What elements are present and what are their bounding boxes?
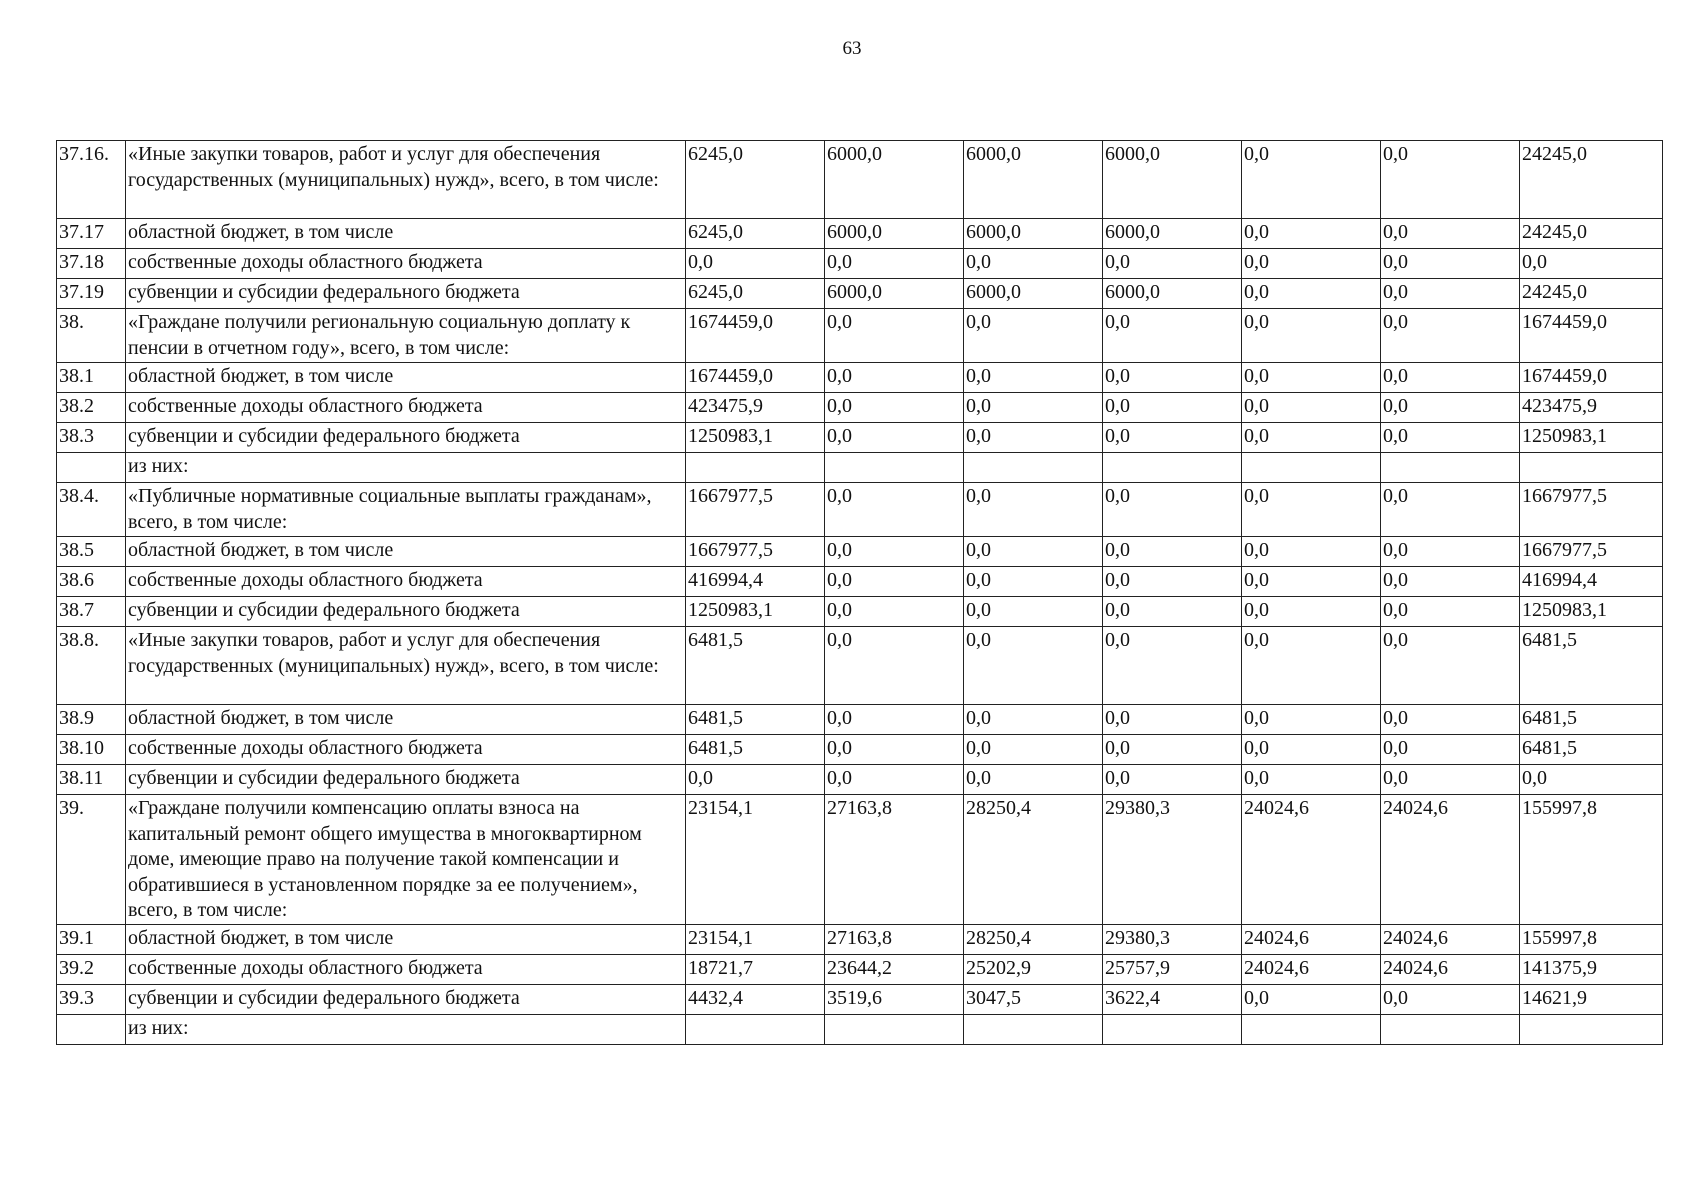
value-cell: 0,0 <box>1381 141 1520 219</box>
value-cell: 24024,6 <box>1381 795 1520 925</box>
row-number-cell: 38.9 <box>57 705 126 735</box>
value-cell: 6000,0 <box>1103 141 1242 219</box>
value-cell: 0,0 <box>1242 483 1381 537</box>
total-value-cell: 416994,4 <box>1520 567 1663 597</box>
row-number-cell: 38.5 <box>57 537 126 567</box>
value-cell: 24024,6 <box>1242 795 1381 925</box>
value-cell: 0,0 <box>1242 705 1381 735</box>
value-cell: 28250,4 <box>964 924 1103 954</box>
value-cell: 25202,9 <box>964 954 1103 984</box>
row-name-cell: областной бюджет, в том числе <box>126 924 686 954</box>
value-cell: 1674459,0 <box>686 363 825 393</box>
row-number-cell: 38.7 <box>57 597 126 627</box>
row-number-cell: 38.10 <box>57 735 126 765</box>
row-number-cell: 39.3 <box>57 984 126 1014</box>
value-cell: 0,0 <box>825 363 964 393</box>
value-cell: 0,0 <box>964 393 1103 423</box>
value-cell: 6000,0 <box>825 219 964 249</box>
value-cell: 6245,0 <box>686 279 825 309</box>
value-cell: 0,0 <box>1381 219 1520 249</box>
row-name-cell: «Граждане получили компенсацию оплаты взноса на капитальный ремонт общего имущества в многоквартирном доме, имеющие право на получение такой компенсации и обратившиеся в установленном порядке за ее получением», всего, в том числе: <box>126 795 686 925</box>
value-cell: 23644,2 <box>825 954 964 984</box>
value-cell: 0,0 <box>1103 309 1242 363</box>
value-cell: 423475,9 <box>686 393 825 423</box>
value-cell: 0,0 <box>964 537 1103 567</box>
value-cell: 24024,6 <box>1242 924 1381 954</box>
value-cell: 6000,0 <box>964 279 1103 309</box>
value-cell: 18721,7 <box>686 954 825 984</box>
value-cell: 0,0 <box>1381 597 1520 627</box>
value-cell: 0,0 <box>1103 537 1242 567</box>
value-cell: 0,0 <box>825 627 964 705</box>
value-cell: 0,0 <box>1242 537 1381 567</box>
value-cell: 6000,0 <box>964 219 1103 249</box>
row-name-cell: «Граждане получили региональную социальную доплату к пенсии в отчетном году», всего, в том числе: <box>126 309 686 363</box>
total-value-cell: 1667977,5 <box>1520 483 1663 537</box>
value-cell: 0,0 <box>1242 627 1381 705</box>
table-body <box>57 141 1663 1045</box>
table-row <box>57 597 1663 627</box>
value-cell: 0,0 <box>1381 423 1520 453</box>
row-number-cell: 38.11 <box>57 765 126 795</box>
value-cell: 0,0 <box>964 735 1103 765</box>
value-cell: 0,0 <box>1242 765 1381 795</box>
value-cell: 27163,8 <box>825 795 964 925</box>
table-row <box>57 954 1663 984</box>
value-cell: 0,0 <box>825 705 964 735</box>
row-name-cell: собственные доходы областного бюджета <box>126 393 686 423</box>
row-name-cell: собственные доходы областного бюджета <box>126 954 686 984</box>
value-cell: 3047,5 <box>964 984 1103 1014</box>
value-cell: 6000,0 <box>1103 279 1242 309</box>
value-cell: 0,0 <box>964 765 1103 795</box>
total-value-cell: 1674459,0 <box>1520 309 1663 363</box>
value-cell: 0,0 <box>964 363 1103 393</box>
total-value-cell: 14621,9 <box>1520 984 1663 1014</box>
value-cell <box>686 1014 825 1044</box>
total-value-cell: 24245,0 <box>1520 219 1663 249</box>
row-number-cell <box>57 1014 126 1044</box>
row-number-cell: 39.1 <box>57 924 126 954</box>
row-number-cell: 39. <box>57 795 126 925</box>
value-cell <box>1242 1014 1381 1044</box>
row-name-cell: областной бюджет, в том числе <box>126 705 686 735</box>
row-number-cell: 39.2 <box>57 954 126 984</box>
table-row <box>57 924 1663 954</box>
value-cell <box>1242 453 1381 483</box>
value-cell: 0,0 <box>1103 735 1242 765</box>
total-value-cell: 6481,5 <box>1520 735 1663 765</box>
table-row <box>57 537 1663 567</box>
row-number-cell: 38.3 <box>57 423 126 453</box>
table-row <box>57 735 1663 765</box>
value-cell: 6481,5 <box>686 627 825 705</box>
value-cell: 0,0 <box>1381 363 1520 393</box>
value-cell <box>1103 453 1242 483</box>
value-cell: 0,0 <box>1381 705 1520 735</box>
value-cell <box>825 1014 964 1044</box>
value-cell: 0,0 <box>1381 567 1520 597</box>
value-cell: 0,0 <box>1381 984 1520 1014</box>
value-cell: 0,0 <box>964 309 1103 363</box>
value-cell <box>1381 1014 1520 1044</box>
value-cell: 6000,0 <box>964 141 1103 219</box>
value-cell: 0,0 <box>1242 984 1381 1014</box>
value-cell <box>686 453 825 483</box>
value-cell: 0,0 <box>1381 249 1520 279</box>
value-cell: 0,0 <box>825 765 964 795</box>
value-cell: 0,0 <box>1103 567 1242 597</box>
total-value-cell <box>1520 1014 1663 1044</box>
value-cell: 0,0 <box>1242 735 1381 765</box>
table-row <box>57 141 1663 219</box>
total-value-cell: 24245,0 <box>1520 279 1663 309</box>
table-row <box>57 567 1663 597</box>
value-cell: 0,0 <box>1103 483 1242 537</box>
value-cell: 0,0 <box>964 249 1103 279</box>
table-row <box>57 393 1663 423</box>
value-cell: 0,0 <box>964 423 1103 453</box>
value-cell: 0,0 <box>1381 765 1520 795</box>
total-value-cell: 6481,5 <box>1520 705 1663 735</box>
row-name-cell: субвенции и субсидии федерального бюджета <box>126 597 686 627</box>
value-cell: 1674459,0 <box>686 309 825 363</box>
value-cell: 6245,0 <box>686 219 825 249</box>
row-number-cell: 37.17 <box>57 219 126 249</box>
value-cell: 416994,4 <box>686 567 825 597</box>
row-name-cell: «Иные закупки товаров, работ и услуг для обеспечения государственных (муниципальных) нужд», всего, в том числе: <box>126 141 686 219</box>
value-cell: 0,0 <box>964 705 1103 735</box>
value-cell: 3622,4 <box>1103 984 1242 1014</box>
value-cell: 0,0 <box>1242 309 1381 363</box>
value-cell <box>1103 1014 1242 1044</box>
budget-table <box>56 140 1663 1045</box>
row-number-cell: 38.2 <box>57 393 126 423</box>
value-cell: 0,0 <box>686 249 825 279</box>
value-cell: 0,0 <box>1381 309 1520 363</box>
value-cell: 1667977,5 <box>686 483 825 537</box>
row-name-cell: областной бюджет, в том числе <box>126 537 686 567</box>
value-cell: 24024,6 <box>1242 954 1381 984</box>
value-cell: 0,0 <box>1381 627 1520 705</box>
value-cell: 0,0 <box>1242 279 1381 309</box>
table-row <box>57 453 1663 483</box>
table-row <box>57 765 1663 795</box>
total-value-cell: 423475,9 <box>1520 393 1663 423</box>
value-cell: 0,0 <box>1242 219 1381 249</box>
row-number-cell: 38.1 <box>57 363 126 393</box>
value-cell: 0,0 <box>1242 363 1381 393</box>
table-row <box>57 219 1663 249</box>
table-row <box>57 249 1663 279</box>
value-cell: 25757,9 <box>1103 954 1242 984</box>
table-row <box>57 309 1663 363</box>
total-value-cell: 1674459,0 <box>1520 363 1663 393</box>
row-number-cell: 38.8. <box>57 627 126 705</box>
value-cell: 24024,6 <box>1381 924 1520 954</box>
value-cell: 1250983,1 <box>686 423 825 453</box>
value-cell: 3519,6 <box>825 984 964 1014</box>
total-value-cell: 24245,0 <box>1520 141 1663 219</box>
row-name-cell: областной бюджет, в том числе <box>126 363 686 393</box>
total-value-cell: 0,0 <box>1520 765 1663 795</box>
table-row <box>57 795 1663 925</box>
row-name-cell: из них: <box>126 453 686 483</box>
row-name-cell: субвенции и субсидии федерального бюджета <box>126 984 686 1014</box>
value-cell: 6000,0 <box>825 141 964 219</box>
value-cell: 0,0 <box>964 597 1103 627</box>
row-name-cell: субвенции и субсидии федерального бюджета <box>126 765 686 795</box>
row-name-cell: областной бюджет, в том числе <box>126 219 686 249</box>
value-cell: 6481,5 <box>686 705 825 735</box>
value-cell: 0,0 <box>1103 249 1242 279</box>
value-cell: 0,0 <box>686 765 825 795</box>
value-cell: 0,0 <box>825 423 964 453</box>
row-number-cell: 37.16. <box>57 141 126 219</box>
value-cell: 0,0 <box>1103 423 1242 453</box>
row-name-cell: субвенции и субсидии федерального бюджета <box>126 279 686 309</box>
value-cell: 0,0 <box>1103 627 1242 705</box>
row-number-cell: 38.4. <box>57 483 126 537</box>
total-value-cell: 1250983,1 <box>1520 423 1663 453</box>
table-row <box>57 363 1663 393</box>
value-cell: 29380,3 <box>1103 924 1242 954</box>
value-cell: 0,0 <box>825 483 964 537</box>
value-cell: 27163,8 <box>825 924 964 954</box>
value-cell: 29380,3 <box>1103 795 1242 925</box>
value-cell <box>964 1014 1103 1044</box>
value-cell: 0,0 <box>1381 735 1520 765</box>
value-cell: 0,0 <box>825 567 964 597</box>
table-row <box>57 423 1663 453</box>
value-cell: 0,0 <box>1242 141 1381 219</box>
row-number-cell <box>57 453 126 483</box>
value-cell: 0,0 <box>1242 249 1381 279</box>
value-cell: 0,0 <box>1381 537 1520 567</box>
total-value-cell: 0,0 <box>1520 249 1663 279</box>
row-name-cell: из них: <box>126 1014 686 1044</box>
value-cell: 6245,0 <box>686 141 825 219</box>
value-cell: 23154,1 <box>686 795 825 925</box>
value-cell <box>964 453 1103 483</box>
value-cell: 0,0 <box>1103 765 1242 795</box>
total-value-cell: 155997,8 <box>1520 795 1663 925</box>
value-cell <box>1381 453 1520 483</box>
value-cell: 0,0 <box>825 309 964 363</box>
value-cell: 0,0 <box>1381 393 1520 423</box>
row-name-cell: «Публичные нормативные социальные выплаты гражданам», всего, в том числе: <box>126 483 686 537</box>
value-cell: 0,0 <box>1103 393 1242 423</box>
total-value-cell: 1250983,1 <box>1520 597 1663 627</box>
row-name-cell: «Иные закупки товаров, работ и услуг для обеспечения государственных (муниципальных) нужд», всего, в том числе: <box>126 627 686 705</box>
table-row <box>57 279 1663 309</box>
value-cell: 0,0 <box>1242 567 1381 597</box>
value-cell: 0,0 <box>964 483 1103 537</box>
value-cell: 0,0 <box>825 597 964 627</box>
table-row <box>57 483 1663 537</box>
table-row <box>57 627 1663 705</box>
total-value-cell: 1667977,5 <box>1520 537 1663 567</box>
value-cell: 0,0 <box>1103 363 1242 393</box>
value-cell: 1667977,5 <box>686 537 825 567</box>
table-row <box>57 705 1663 735</box>
total-value-cell: 6481,5 <box>1520 627 1663 705</box>
value-cell: 0,0 <box>825 735 964 765</box>
row-number-cell: 38. <box>57 309 126 363</box>
value-cell: 0,0 <box>1242 597 1381 627</box>
page-number: 63 <box>842 38 862 59</box>
table-row <box>57 984 1663 1014</box>
value-cell: 0,0 <box>825 537 964 567</box>
total-value-cell: 141375,9 <box>1520 954 1663 984</box>
value-cell: 0,0 <box>1103 705 1242 735</box>
value-cell: 1250983,1 <box>686 597 825 627</box>
total-value-cell <box>1520 453 1663 483</box>
value-cell: 23154,1 <box>686 924 825 954</box>
row-number-cell: 37.18 <box>57 249 126 279</box>
value-cell: 0,0 <box>1381 483 1520 537</box>
value-cell: 0,0 <box>964 567 1103 597</box>
value-cell: 4432,4 <box>686 984 825 1014</box>
value-cell: 24024,6 <box>1381 954 1520 984</box>
total-value-cell: 155997,8 <box>1520 924 1663 954</box>
value-cell: 0,0 <box>1381 279 1520 309</box>
value-cell: 28250,4 <box>964 795 1103 925</box>
table-row <box>57 1014 1663 1044</box>
value-cell: 6481,5 <box>686 735 825 765</box>
value-cell: 6000,0 <box>825 279 964 309</box>
row-name-cell: субвенции и субсидии федерального бюджета <box>126 423 686 453</box>
value-cell <box>825 453 964 483</box>
row-number-cell: 37.19 <box>57 279 126 309</box>
value-cell: 0,0 <box>1242 423 1381 453</box>
value-cell: 0,0 <box>1242 393 1381 423</box>
value-cell: 0,0 <box>825 249 964 279</box>
row-name-cell: собственные доходы областного бюджета <box>126 567 686 597</box>
value-cell: 6000,0 <box>1103 219 1242 249</box>
row-name-cell: собственные доходы областного бюджета <box>126 735 686 765</box>
value-cell: 0,0 <box>1103 597 1242 627</box>
value-cell: 0,0 <box>825 393 964 423</box>
row-number-cell: 38.6 <box>57 567 126 597</box>
value-cell: 0,0 <box>964 627 1103 705</box>
row-name-cell: собственные доходы областного бюджета <box>126 249 686 279</box>
